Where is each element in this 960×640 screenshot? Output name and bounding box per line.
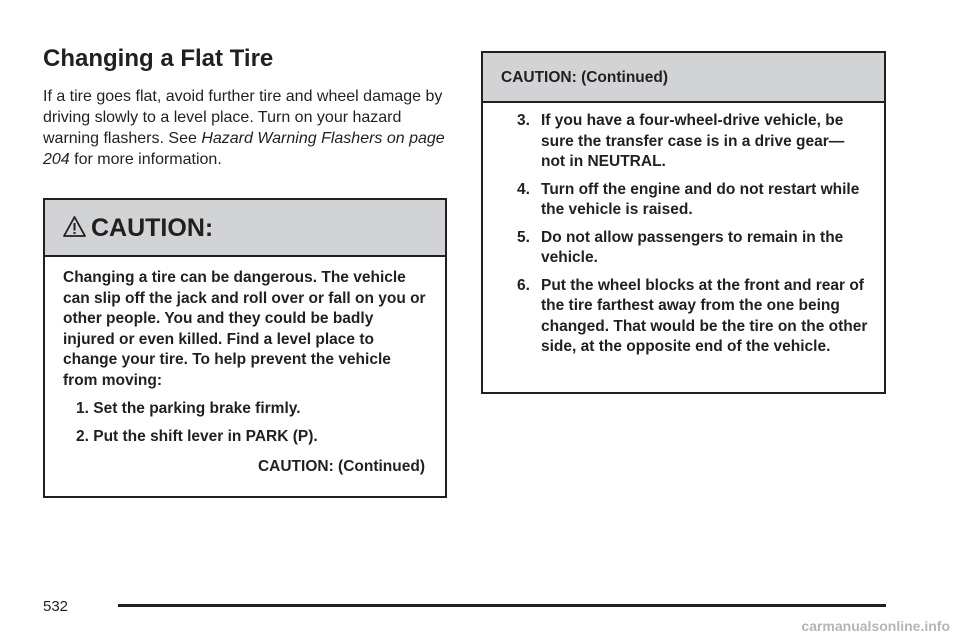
caution-step [517,111,868,173]
step-text: Turn off the engine and do not restart while the vehicle is raised. [541,180,860,218]
section-title: Changing a Flat Tire [43,45,274,72]
warning-triangle-icon [62,215,87,238]
intro-paragraph [43,86,453,170]
step-number: 5. [517,228,530,246]
caution-step: 2. Put the shift lever in PARK (P). [76,427,318,445]
step-number: 3. [517,112,530,129]
caution-step [517,228,868,269]
caution-steps [63,399,427,447]
caution-step [517,276,868,358]
step-number: 4. [517,180,530,198]
step-text: Put the wheel blocks at the front and rear of the tire farthest away from the one being changed. That would be the tire on the other side, at the opposite end of the vehicle. [541,276,868,355]
caution-header [45,200,445,257]
page-number: 532 [43,598,69,615]
caution-continued-box [481,51,886,394]
step-text: Do not allow passengers to remain in the vehicle. [541,228,844,266]
watermark: carmanualsonline.info [801,618,950,634]
caution-continued-header: CAUTION: (Continued) [483,53,884,103]
caution-text: Changing a tire can be dangerous. The vehicle can slip off the jack and roll over or fall on you or other people. You and they could be badly injured or even killed. Find a level place to change your tire. To help prevent the vehicle from moving: [63,269,426,389]
step-number: 6. [517,276,530,294]
caution-continued-body [483,103,884,358]
intro-text-end: for more information. [69,151,222,168]
intro-text: If a tire goes flat, avoid further tire and wheel damage by driving slowly to a level place. Turn on your hazard warning flashers. See [43,88,443,147]
caution-continued-steps [517,111,868,358]
caution-continued-note: CAUTION: (Continued) [257,458,425,475]
caution-step [517,180,868,221]
footer-rule [118,604,886,607]
step-text: If you have a four-wheel-drive vehicle, be sure the transfer case is in a drive gear— not in NEUTRAL. [541,112,845,170]
caution-label: CAUTION: [91,214,214,242]
cross-reference-link[interactable]: Hazard Warning Flashers on page 204 [43,130,445,168]
caution-box [43,198,447,498]
caution-body [45,257,445,478]
caution-step: 1. Set the parking brake firmly. [76,400,301,417]
